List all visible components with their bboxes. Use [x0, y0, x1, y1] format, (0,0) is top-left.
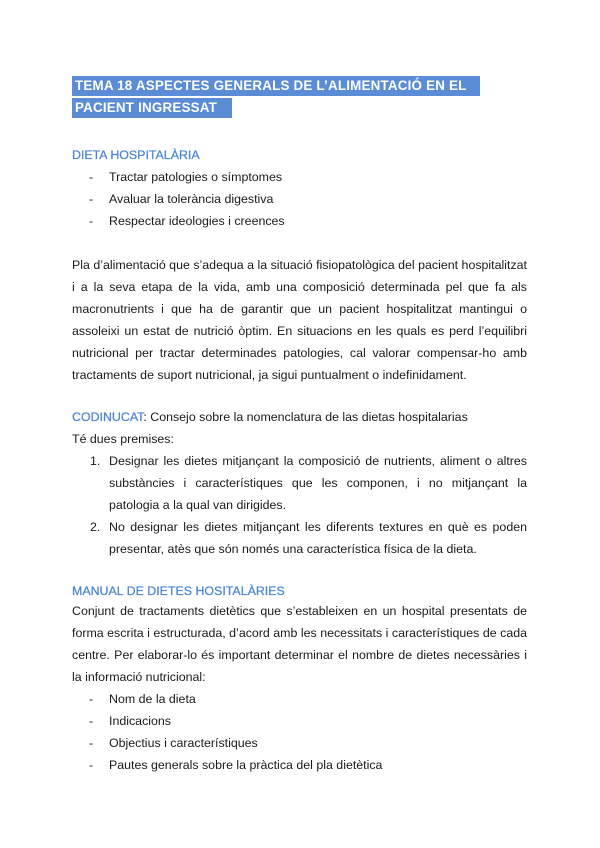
- manual-paragraph: Conjunt de tractaments dietètics que s’estableixen en un hospital presentats de forma escrita i estructurada, d’acord amb les necessitats i característiques de cada centre. Per elaborar-lo és important determinar el nombre de dietes necessàries i la informació nutricional:: [72, 604, 527, 684]
- document-title-line-1: TEMA 18 ASPECTES GENERALS DE L’ALIMENTACIÓ EN EL: [72, 76, 480, 96]
- section-heading-manual: MANUAL DE DIETES HOSITALÀRIES: [72, 584, 285, 598]
- codinucat-text: : Consejo sobre la nomenclatura de las dietas hospitalarias: [143, 410, 468, 424]
- list-item: - Nom de la dieta: [72, 688, 382, 710]
- list-item: - Respectar ideologies i creences: [72, 210, 285, 232]
- list-item: - Tractar patologies o símptomes: [72, 166, 285, 188]
- codinucat-intro: Té dues premises:: [72, 432, 174, 446]
- dash-bullet: -: [89, 192, 94, 206]
- dash-bullet: -: [89, 714, 94, 728]
- dash-bullet: -: [89, 214, 94, 228]
- list-item: - Avaluar la tolerància digestiva: [72, 188, 285, 210]
- dieta-hospitalaria-paragraph: Pla d’alimentació que s’adequa a la situació fisiopatològica del pacient hospitalitzat i a la seva etapa de la vida, amb una composició determinada pel que fa als macronutrients i que ha de garantir que un pacient hospitalitzat mantingui o assoleixi un estat de nutrició òptim. En situacions en les quals es perd l’equilibri nutricional per tractar determinades patologies, cal valorar compensar-ho amb tractaments de suport nutricional, ja sigui puntualment o indefinidament.: [72, 258, 527, 382]
- list-item: 1. Designar les dietes mitjançant la composició de nutrients, aliment o altres substàncies i característiques que les componen, i no mitjançant la patologia a la qual van dirigides.: [72, 450, 527, 516]
- section-heading-dieta-hospitalaria: DIETA HOSPITALÀRIA: [72, 148, 200, 162]
- dash-bullet: -: [89, 736, 94, 750]
- codinucat-line: [72, 406, 468, 428]
- list-number: 1.: [90, 454, 101, 468]
- codinucat-premises-list: [72, 450, 527, 560]
- list-number: 2.: [90, 520, 101, 534]
- list-item: - Pautes generals sobre la pràctica del pla dietètica: [72, 754, 382, 776]
- list-item: - Objectius i característiques: [72, 732, 382, 754]
- dieta-hospitalaria-list: [72, 166, 285, 232]
- manual-list: [72, 688, 382, 776]
- codinucat-label: CODINUCAT: [72, 410, 144, 424]
- dash-bullet: -: [89, 692, 94, 706]
- list-item: 2. No designar les dietes mitjançant les diferents textures en què es poden presentar, atès que són només una característica física de la dieta.: [72, 516, 527, 560]
- dash-bullet: -: [89, 758, 94, 772]
- dash-bullet: -: [89, 170, 94, 184]
- document-title-line-2: PACIENT INGRESSAT: [72, 98, 232, 118]
- list-item: - Indicacions: [72, 710, 382, 732]
